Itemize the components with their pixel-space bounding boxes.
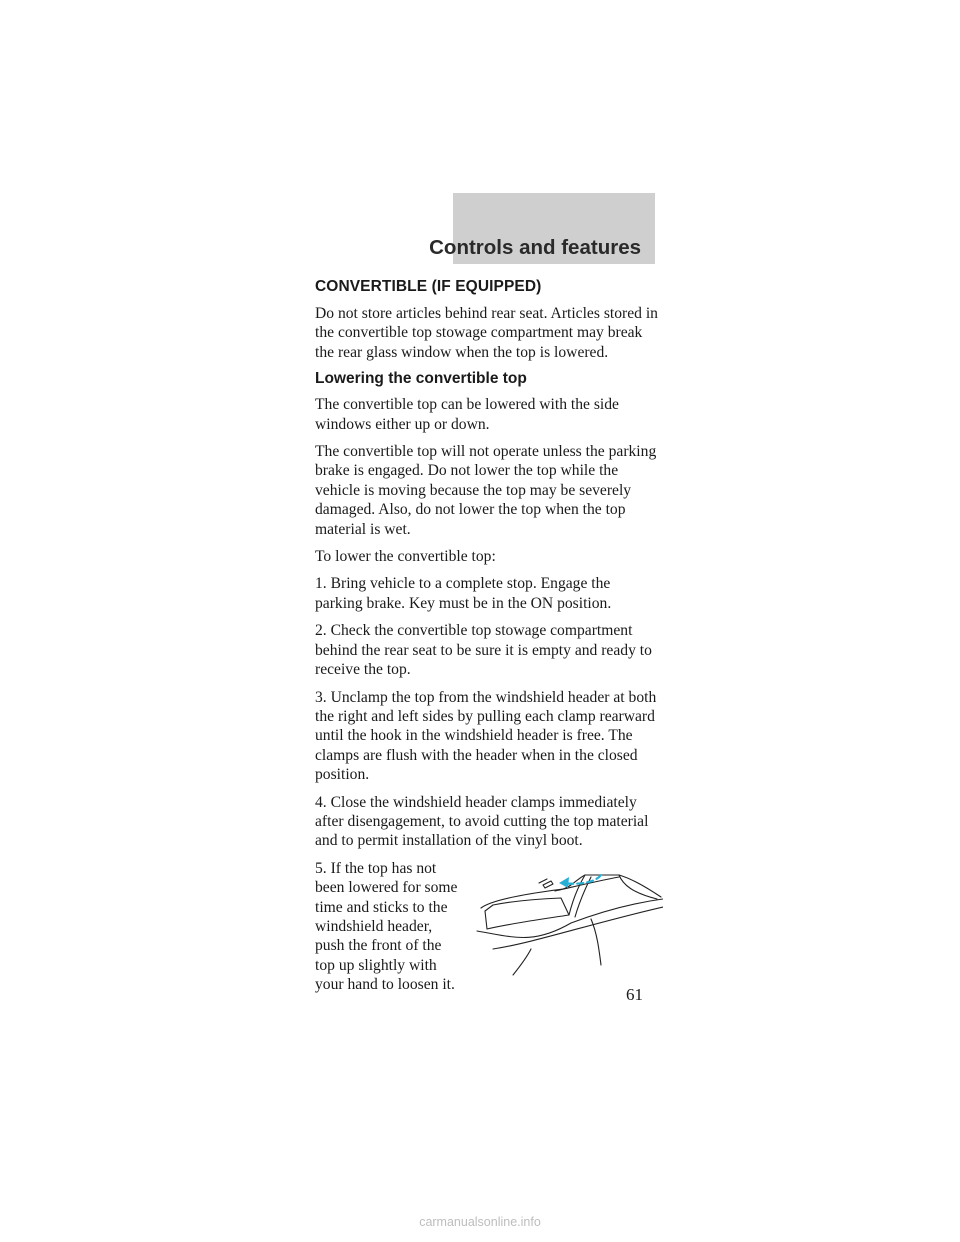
page-content xyxy=(315,278,660,994)
page-number: 61 xyxy=(626,985,643,1004)
section-title: CONVERTIBLE (IF EQUIPPED) xyxy=(315,278,542,295)
step-5-row xyxy=(315,859,660,994)
step-3: 3. Unclamp the top from the windshield header at both the right and left sides by pulling each clamp rearward until the hook in the windshield header is free. The clamps are flush with the header when in the closed position. xyxy=(315,688,657,784)
paragraph: The convertible top will not operate unless the parking brake is engaged. Do not lower the top while the vehicle is moving because the top may be severely damaged. Also, do not lower the top when the top material is wet. xyxy=(315,443,657,538)
step-5: 5. If the top has not been lowered for some time and sticks to the windshield header, push the front of the top up slightly with your hand to loosen it. xyxy=(315,859,458,994)
footer-watermark: carmanualsonline.info xyxy=(419,1215,541,1229)
section-header-title: Controls and features xyxy=(429,236,641,259)
section-header-box xyxy=(429,193,655,264)
step-2: 2. Check the convertible top stowage compartment behind the rear seat to be sure it is empty and ready to receive the top. xyxy=(315,622,652,679)
step-1: 1. Bring vehicle to a complete stop. Engage the parking brake. Key must be in the ON position. xyxy=(315,575,612,612)
subsection-title: Lowering the convertible top xyxy=(315,370,527,388)
paragraph: To lower the convertible top: xyxy=(315,548,496,566)
convertible-top-illustration xyxy=(473,853,663,978)
intro-paragraph: Do not store articles behind rear seat. Articles stored in the convertible top stowage compartment may break the rear glass window when the top is lowered. xyxy=(315,305,658,361)
step-4: 4. Close the windshield header clamps immediately after disengagement, to avoid cutting the top material and to permit installation of the vinyl boot. xyxy=(315,793,649,850)
paragraph: The convertible top can be lowered with the side windows either up or down. xyxy=(315,396,619,433)
